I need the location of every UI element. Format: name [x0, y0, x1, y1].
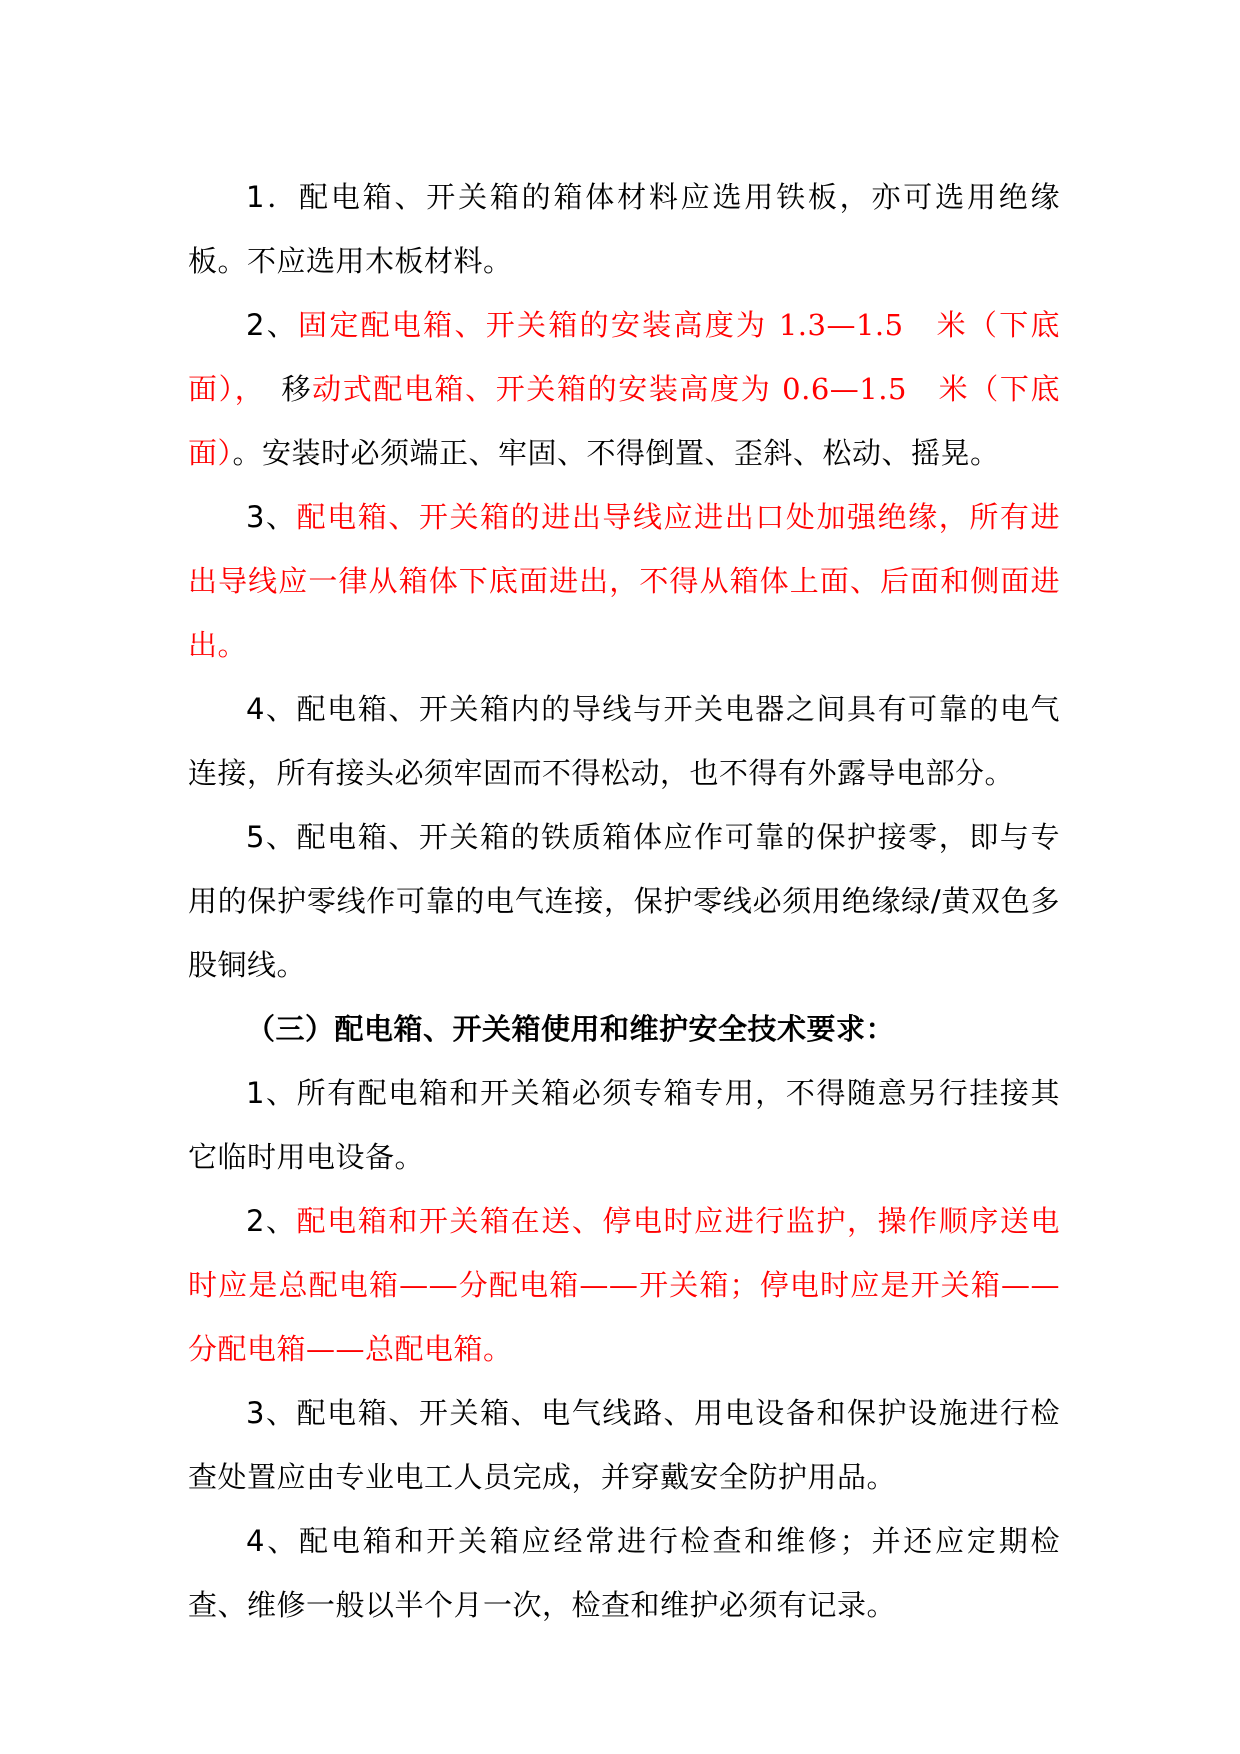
paragraph-2-move-text: 移	[250, 372, 313, 406]
paragraph-6-text: 1、所有配电箱和开关箱必须专箱专用，不得随意另行挂接其它临时用电设备。	[188, 1076, 1060, 1174]
paragraph-3	[188, 485, 1060, 677]
paragraph-7-text: 配电箱和开关箱在送、停电时应进行监护，操作顺序送电时应是总配电箱——分配电箱——开关箱；停电时应是开关箱——分配电箱——总配电箱。	[188, 1204, 1060, 1366]
paragraph-1	[188, 165, 1060, 293]
paragraph-2-install-text: 。安装时必须端正、牢固、不得倒置、歪斜、松动、摇晃。	[232, 436, 1000, 470]
paragraph-4	[188, 677, 1060, 805]
paragraph-8-text: 3、配电箱、开关箱、电气线路、用电设备和保护设施进行检查处置应由专业电工人员完成，并穿戴安全防护用品。	[188, 1396, 1060, 1494]
paragraph-5-text: 5、配电箱、开关箱的铁质箱体应作可靠的保护接零，即与专用的保护零线作可靠的电气连接，保护零线必须用绝缘绿/黄双色	[188, 820, 1060, 918]
paragraph-2	[188, 293, 1060, 485]
paragraph-9-text: 4、配电箱和	[246, 1524, 427, 1558]
paragraph-4-text: 4、配电箱、开关箱内的导线与开关电器之间具有可靠的电气连接，所有接头必须牢固而不得松动，也不得有外露导电部分。	[188, 692, 1060, 790]
paragraph-5-tail: 多股铜线。	[188, 884, 1060, 982]
paragraph-2-mobile-height-text: 动式配电箱、开关箱的安装高度为 0.6—1.5 米（下底面）	[188, 372, 1060, 470]
paragraph-3-number: 3、	[246, 500, 297, 534]
paragraph-2-fixed-height-text: 固定配电箱、开关箱的安装高度为 1.3—1.5 米（下底面），	[188, 308, 1060, 406]
section-3-heading	[188, 997, 1060, 1061]
paragraph-5	[188, 805, 1060, 997]
paragraph-8	[188, 1381, 1060, 1509]
paragraph-1-text: 1．配电箱、开关箱的箱体材料应选用铁板，亦可选用绝缘板。不应选用木板材料。	[188, 180, 1060, 278]
paragraph-9-tail: 开关箱应经常进行检查和维修；并还应定期检查、维修一般以半个月一次，检查和维护必须有记录。	[188, 1524, 1060, 1622]
paragraph-9	[188, 1509, 1060, 1637]
paragraph-6	[188, 1061, 1060, 1189]
document-page	[188, 165, 1060, 1637]
section-3-heading-text: （三）配电箱、开关箱使用和维护安全技术要求：	[246, 1012, 896, 1046]
paragraph-3-text: 配电箱、开关箱的进出导线应进出口处加强绝缘，所有进出导线应一律从箱体下底面进出，不得从箱体上面、后面和侧面进出。	[188, 500, 1060, 662]
paragraph-7-number: 2、	[246, 1204, 297, 1238]
paragraph-7	[188, 1189, 1060, 1381]
paragraph-2-number: 2、	[246, 308, 299, 342]
